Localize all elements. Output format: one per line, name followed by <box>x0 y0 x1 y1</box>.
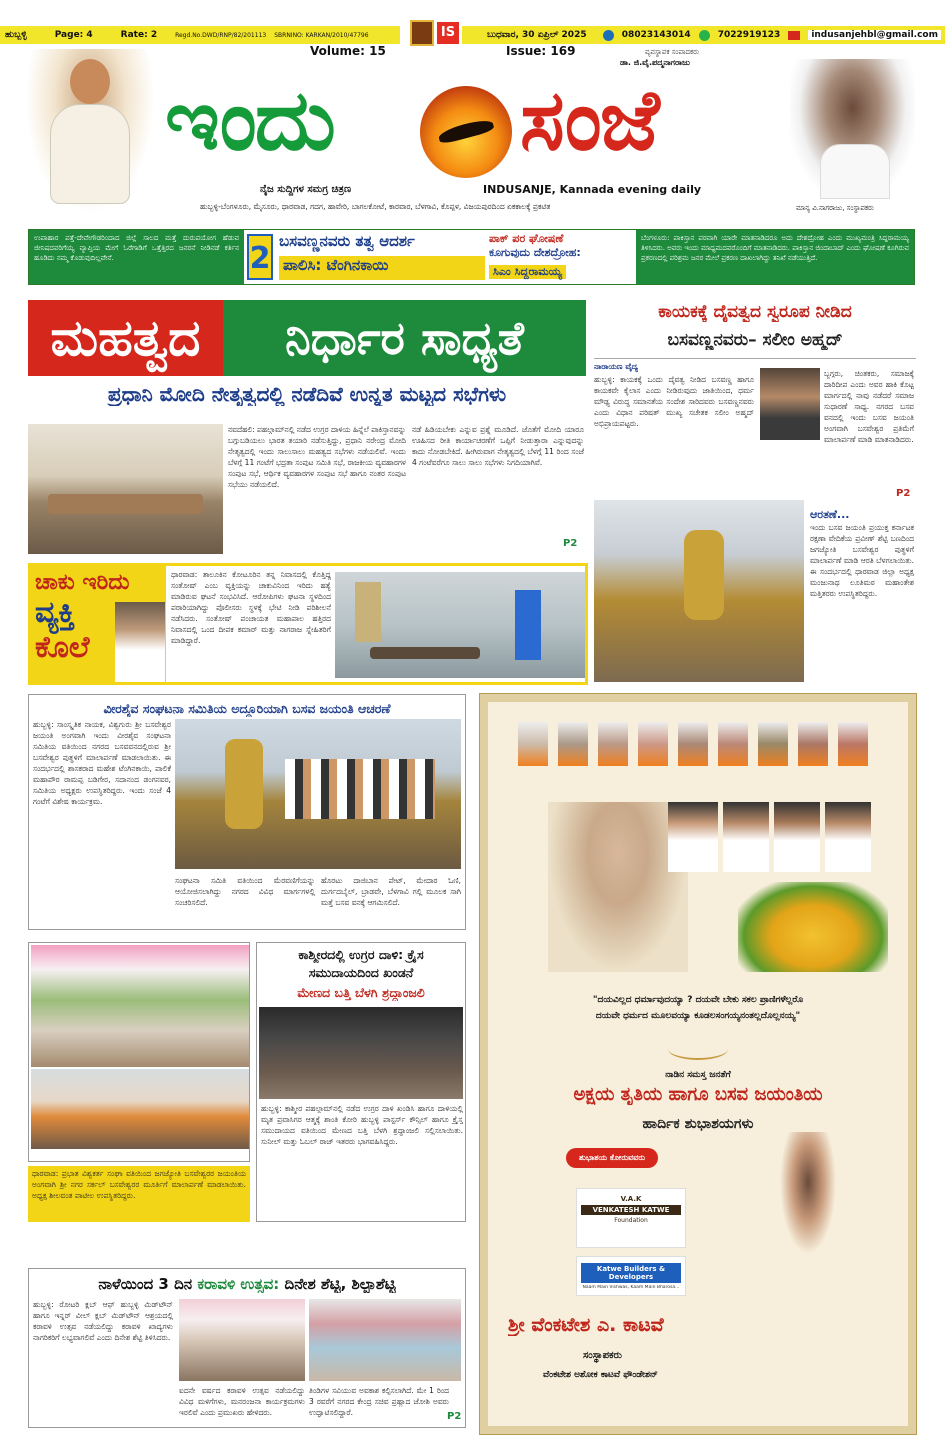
page-number: Page: 4 <box>54 30 93 40</box>
masthead <box>0 44 945 224</box>
logo-vak-label: V.A.K <box>620 1195 642 1203</box>
phone-icon <box>603 30 614 41</box>
page-2-badge: 2 <box>247 234 273 280</box>
edition-label: ಹುಬ್ಬಳ್ಳಿ <box>5 30 27 40</box>
teaser-3-line2: ಕೂಗುವುದು ದೇಶದ್ರೋಹ: <box>489 246 581 259</box>
logo-vak-name: VENKATESH KATWE <box>581 1205 681 1215</box>
collage-photo-bottom <box>31 1069 249 1149</box>
kashmir-headline-3[interactable]: ಮೇಣದ ಬತ್ತಿ ಬೆಳಗಿ ಶ್ರದ್ಧಾಂಜಲಿ <box>297 985 425 1000</box>
phone-number-2[interactable]: 7022919123 <box>717 30 781 40</box>
karavali-photo-1 <box>179 1299 305 1381</box>
vak-foundation-logo <box>576 1188 686 1248</box>
is-badge: IS <box>437 22 459 44</box>
issue-label: Issue: 169 <box>506 44 576 58</box>
kashmir-headline-1[interactable]: ಕಾಶ್ಮೀರದಲ್ಲಿ ಉಗ್ರರ ದಾಳಿ: ಕ್ರೈಸ <box>298 947 424 962</box>
veerashaiva-body-3: ಹೊರಟು ದಾಜಿಬಾನ ಪೇಟ್, ಮೇದಾರ ಓಣಿ, ದುರ್ಗದಬೈಲ್, ಬ್ರಾಡವೇ, ಬೆಳಗಾವಿ ಗಲ್ಲಿ ಮೂಲಕ ಸಾಗಿ ಮತ್ತೆ ಬಸವ ವನಕ್ಕೆ ಆಗಮಿಸಲಿದೆ. <box>321 876 461 907</box>
sunset-logo-icon <box>420 86 512 178</box>
crime-scene-photo <box>335 572 585 678</box>
collage-caption: ಧಾರವಾಡ: ಪ್ರಭಾತ ವಿಶ್ವಕರ್ತ ಸಂಘಾ ವತಿಯಿಂದ ಜಗಜ್ಯೋತಿ ಬಸವೇಶ್ವರರ ಜಯಂತಿಯ ಅಂಗವಾಗಿ ಶ್ರೀ ನಗರ ಸರ್ಕಲ್ ಬಸವೇಶ್ವರರ ಮೂರ್ತಿಗೆ ಮಾಲಾರ್ಪಣೆ ಮಾಡಲಾಯಿತು. ಅಧ್ಯಕ್ಷ ಶೀಲವಂತ ಪಾಟೀಲ ಉಪಸ್ಥಿತರಿದ್ದರು. <box>28 1166 250 1222</box>
politician-strip <box>518 722 878 782</box>
greeting-title: ಅಕ್ಷಯ ತೃತಿಯ ಹಾಗೂ ಬಸವ ಜಯಂತಿಯ <box>573 1084 823 1105</box>
logo-vak-sub: Foundation <box>614 1217 648 1224</box>
divider <box>594 358 916 359</box>
lead-headline-red[interactable]: ಮಹತ್ವದ <box>28 300 223 376</box>
aaratane-heading: ಆರತಣೆ... <box>810 508 850 521</box>
kalash-icon <box>738 882 888 972</box>
karavali-body-1: ಹುಬ್ಬಳ್ಳಿ: ರೋಟರಿ ಕ್ಲಬ್ ಆಫ್ ಹುಬ್ಬಳ್ಳಿ ಮಿಡ್‌ಟೌನ್ ಹಾಗೂ ಇನ್ನರ್ ವೀಲ್ ಕ್ಲಬ್ ಮಿಡ್‌ಟೌನ್ ಆಶ್ರಯದಲ್ಲಿ ಕರಾವಳಿ ಉತ್ಸವ ನಡೆಯಲಿದ್ದು ಕರಾವಳಿ ಖಾದ್ಯಗಳು ನಾಗರಿಕರಿಗೆ ಲಭ್ಯವಾಗಲಿವೆ ಎಂದು ದಿನೇಶ ಶೆಟ್ಟಿ ತಿಳಿಸಿದರು. <box>33 1300 173 1342</box>
veerashaiva-photo <box>175 719 461 869</box>
lead-column-1: ನವದೆಹಲಿ: ಪಹಲ್ಗಾಮ್‌ನಲ್ಲಿ ನಡೆದ ಉಗ್ರರ ದಾಳಿಯ ಹಿನ್ನೆಲೆ ಪಾಕಿಸ್ತಾನವನ್ನು ಬಗ್ಗುಬಡಿಯಲು ಭಾರತ ತಯಾರಿ ನಡೆಸುತ್ತಿದ್ದು, ಪ್ರಧಾನಿ ನರೇಂದ್ರ ಮೋದಿ ನೇತೃತ್ವದಲ್ಲಿ ಇಂದು ಸಾಲುಸಾಲು ಮಹತ್ವದ ಸಭೆಗಳು ನಡೆಯಲಿವೆ. ಇಂದು ಬೆಳಗ್ಗೆ 11 ಗಂಟೆಗೆ ಭದ್ರತಾ ಸಂಪುಟ ಸಮಿತಿ ಸಭೆ, ರಾಜಕೀಯ ವ್ಯವಹಾರಗಳ ಸಂಪುಟ ಸಭೆ, ಆರ್ಥಿಕ ವ್ಯವಹಾರಗಳ ಸಂಪುಟ ಸಭೆ ಹಾಗೂ ನಂತರ ಸಂಪುಟ ಸಭೆಯು ನಡೆಯಲಿದೆ. <box>228 425 406 489</box>
knife-headline-1[interactable]: ಚಾಕು ಇರಿದು <box>35 570 130 595</box>
rate-label: Rate: 2 <box>120 30 158 40</box>
phone-number-1[interactable]: 08023143014 <box>621 30 691 40</box>
kayaka-p2-link[interactable]: P2 <box>896 488 911 499</box>
volume-label: Volume: 15 <box>310 44 386 58</box>
greeting-intro: ನಾಡಿನ ಸಮಸ್ತ ಜನತೆಗೆ <box>665 1070 731 1080</box>
karavali-story <box>28 1268 466 1428</box>
sponsor-name: ಶ್ರೀ ವೆಂಕಟೇಶ ಎ. ಕಾಟವೆ <box>508 1314 664 1336</box>
victim-photo <box>115 602 165 682</box>
veerashaiva-body-1: ಹುಬ್ಬಳ್ಳಿ: ಸಾಂಸ್ಕೃತಿಕ ನಾಯಕ, ವಿಶ್ವಗುರು ಶ್ರೀ ಬಸವೇಶ್ವರ ಜಯಂತಿ ಅಂಗವಾಗಿ ಇಂದು ವೀರಶೈವ ಸಂಘಟನಾ ಸಮಿತಿಯ ವತಿಯಿಂದ ನಗರದ ಬಸವವನದಲ್ಲಿರುವ ಶ್ರೀ ಬಸವೇಶ್ವರ ಪುತ್ಥಳಿಗೆ ಮಾಲಾರ್ಪಣೆ ಮಾಡಲಾಯಿತು. ಈ ಸಂದರ್ಭದಲ್ಲಿ ಶಾಸಕರಾದ ಮಹೇಶ ಟೆಂಗಿನಕಾಯಿ, ಪಾಲಿಕೆ ಮಹಾಪೌರ ರಾಮಪ್ಪ ಬಡಿಗೇರ, ಸದಾನಂದ ಡಂಗನವರ, ಸಮಿತಿಯ ಅಧ್ಯಕ್ಷರು ಉಪಸ್ಥಿತರಿದ್ದರು. ಇಂದು ಸಂಜೆ 4 ಗಂಟೆಗೆ ವಿಶೇಷ ಕಾರ್ಯಕ್ರಮ. <box>33 720 171 806</box>
regd-number: Regd.No.DWD/RNP/82/201113 <box>175 31 267 39</box>
leaders-photos <box>668 802 868 872</box>
top-bar <box>0 0 945 44</box>
teaser-4[interactable]: ಬೆಂಗಳೂರು: ಪಾಕಿಸ್ತಾನ ಪರವಾಗಿ ಯಾರೇ ಮಾತನಾಡಿದರೂ ಅದು ದೇಶದ್ರೋಹ ಎಂದು ಮುಖ್ಯಮಂತ್ರಿ ಸಿದ್ದರಾಮಯ್ಯ ತಿಳಿಸಿದರು. ಅವರು ಇಂದು ಮಾಧ್ಯಮದವರೊಂದಿಗೆ ಮಾತನಾಡಿದರು. ಪಾಕಿಸ್ತಾನ ಜಿಂದಾಬಾದ್ ಎಂದು ಘೋಷಣೆ ಕೂಗಿರುವ ಪ್ರಕರಣದಲ್ಲಿ ಪರಿಶ್ರಮ ಜನರ ಮೇಲೆ ಪ್ರಕರಣ ದಾಖಲಾಗಿದ್ದು ತನಿಖೆ ನಡೆಯುತ್ತಿದೆ. <box>636 230 914 284</box>
teaser-strip <box>28 229 915 285</box>
teaser-1[interactable]: ಉಪಾಹಾರ ಪತ್ತೆ-ದೇವೇಗೌಡರಿಂದಾದ ಜಿಲ್ಲೆ ಸಾಲದ ಮತ್ತೆ ದುರುಪಯೋಗ ಹೆಡುವ ಜೀನಿಷದವರಿಗೆಯ್ಯ ವ್ಯಾಪ್ತಿಯ ಮೇಗೆ ಓರೆಗಾಡಿಗೆ ಒತ್ತೆತ್ತಿರದ ಜನರನೆ ನೀಡಿನಡೆ ಕರ್ತಿನ ಹೂಡಿದು ನಮ್ಮ ಕೊಡುವುದಿಲ್ಲವೇನೆ. <box>29 230 244 284</box>
logo-indu: ಇಂದು <box>165 70 334 169</box>
lead-column-2: ನಡೆ ಹಿಡಿಯಬೇಕು ಎನ್ನುವ ಪ್ರಶ್ನೆ ಮೂಡಿದೆ. ಜೊತೆಗೆ ಮೋದಿ ಯಾರೂ ಊಹಿಸದ ರೀತಿ ಕಾರ್ಯಾಚರಣೆಗೆ ಒಪ್ಪಿಗೆ ನೀಡುತ್ತಾರಾ ಎನ್ನುವುದನ್ನು ಕಾದು ನೋಡಬೇಕಿದೆ. ಹೀಗಿರುವಾಗ ನೇತೃತ್ವದಲ್ಲಿ ಬೆಳಗ್ಗೆ 11 ರಿಂದ ಸಂಜೆ 4 ಗಂಟೆವರೆಗೂ ಸಾಲು ಸಾಲು ಸಭೆಗಳು ನಿಗದಿಯಾಗಿವೆ. <box>412 425 584 467</box>
teaser-2-line1[interactable]: ಬಸವಣ್ಣನವರು ತತ್ವ ಆದರ್ಶ <box>279 232 415 250</box>
kayaka-headline-2[interactable]: ಬಸವಣ್ಣನವರು– ಸಲೀಂ ಅಹ್ಮದ್ <box>667 330 843 350</box>
info-strip-left <box>0 26 400 44</box>
karavali-p2-link[interactable]: P2 <box>447 1411 462 1422</box>
candle-vigil-photo <box>259 1007 463 1099</box>
meeting-photo <box>28 424 223 554</box>
karavali-headline-green: ಕರಾವಳಿ ಉತ್ಸವ: <box>197 1275 280 1293</box>
logo-katwe-name: Katwe Builders & Developers <box>581 1263 681 1283</box>
knife-headline-2[interactable]: ವ್ಯಕ್ತಿ <box>35 595 75 630</box>
katwe-portrait-photo <box>718 1132 898 1412</box>
basavanna-illustration <box>25 49 155 214</box>
vachana-quote-2: ದಯವೇ ಧರ್ಮದ ಮೂಲವಯ್ಯಾ ಕೂಡಲಸಂಗಯ್ಯನಂತಲ್ಲದೊಲ್ಲನಯ್ಯ" <box>595 1011 801 1021</box>
greeting-advertisement[interactable] <box>480 694 916 1434</box>
knife-story-body: ಧಾರವಾಡ: ತಾಲೂಕಿನ ಕೋಟೂರಿನ ತನ್ನ ನಿವಾಸದಲ್ಲಿ ಕೊತ್ತಿದ್ದ ಸಂತೋಷ್ ಎಂಬ ವ್ಯಕ್ತಿಯನ್ನು ಚಾಕುವಿನಿಂದ ಇರಿದು ಹತ್ಯೆ ಮಾಡಿರುವ ಘಟನೆ ಸಂಭವಿಸಿದೆ. ಆರೋಪಿಗಳು ಘಟನಾ ಸ್ಥಳದಿಂದ ಪರಾರಿಯಾಗಿದ್ದು ಪೊಲೀಸರು ಸ್ಥಳಕ್ಕೆ ಭೇಟಿ ನೀಡಿ ಪರಿಶೀಲನೆ ನಡೆಸಿದರು. ಸಂತೋಷ್ ಪಂಚಾಯತ ಮಹಾಪಾಲ ಹತ್ತಿರದ ನಿವಾಸದಲ್ಲಿ ಒಂದ ದೀಪಕ ಕಮಾರ್ ಮತ್ತು ನಾಗರಾಜ ಸ್ನೇಹಿತರಿಗೆ ಮಾಡಿದ್ದಾರೆ. <box>171 570 331 645</box>
info-strip-right <box>462 26 945 44</box>
teaser-2-line2[interactable]: ಪಾಲಿಸಿ: ಟೆಂಗಿನಕಾಯಿ <box>279 256 489 280</box>
mail-icon <box>788 31 800 40</box>
continued-p2-link[interactable]: P2 <box>563 538 578 549</box>
karavali-headline-black: ನಾಳೆಯಿಂದ 3 ದಿನ <box>98 1275 193 1293</box>
greeting-wishes: ಹಾರ್ದಿಕ ಶುಭಾಶಯಗಳು <box>642 1116 754 1132</box>
basava-statue-photo <box>594 500 804 682</box>
collage-photo-top <box>31 945 249 1067</box>
whatsapp-icon <box>699 30 710 41</box>
kayaka-headline-1[interactable]: ಕಾಯಕಕ್ಕೆ ದೈವತ್ವದ ಸ್ವರೂಪ ನೀಡಿದ <box>658 302 852 322</box>
logo-sanje: ಸಂಜೆ <box>520 70 658 169</box>
founder-photo <box>790 59 915 199</box>
sponsor-organization: ವೆಂಕಟೇಶ ಅಶೋಕ ಕಾಟವೆ ಫೌಂಡೇಶನ್ <box>543 1370 658 1380</box>
kayaka-story <box>594 300 916 684</box>
teaser-3-line1: ಪಾಕ್ ಪರ ಘೋಷಣೆ <box>489 232 564 245</box>
karavali-photo-2 <box>309 1299 461 1381</box>
aaratane-body: ಇಂದು ಬಸವ ಜಯಂತಿ ಪ್ರಯುಕ್ತ ಕರ್ನಾಟಕ ರಕ್ಷಣಾ ವೇದಿಕೆಯ ಪ್ರವೀಣ್ ಶೆಟ್ಟಿ ಬಣದಿಂದ ಜಗಜ್ಯೋತಿ ಬಸವೇಶ್ವರ ಪುತ್ಥಳಿಗೆ ಮಾಲಾರ್ಪಣೆ ಮಾಡಿ ಆರತಿ ಬೆಳಗಲಾಯಿತು. ಈ ಸಂದರ್ಭದಲ್ಲಿ ಧಾರವಾಡ ಜಿಲ್ಲಾ ಅಧ್ಯಕ್ಷ ಮಂಜುನಾಥ ಲೂತಿಮಠ ಮಹಾಂತೇಶ ಮತ್ತಿತರರು ಉಪಸ್ಥಿತರಿದ್ದರು. <box>810 523 914 598</box>
editor-name: ಡಾ. ಜಿ.ವೈ.ಪದ್ಮನಾಗರಾಜು <box>620 58 690 67</box>
edition-cities: ಹುಬ್ಬಳ್ಳಿ-ಬೆಂಗಳೂರು, ಮೈಸೂರು, ಧಾರವಾಡ, ಗದಗ, ಹಾವೇರಿ, ಬಾಗಲಕೋಟೆ, ಕಾರವಾರ, ಬೆಳಗಾವಿ, ಕೊಪ್ಪಳ, ವಿಜಯಪುರದಿಂದ ಏಕಕಾಲಕ್ಕೆ ಪ್ರಕಟಿತ <box>200 202 551 211</box>
karavali-body-2: ಐದನೇ ವರ್ಷದ ಕರಾವಳಿ ಉತ್ಸವ ನಡೆಯಲಿದ್ದು ವಿವಿಧ ಮಳಿಗೆಗಳು, ಮನರಂಜನಾ ಕಾರ್ಯಕ್ರಮಗಳು ಇರಲಿವೆ ಎಂದು ಪ್ರಮುಖರು ಹೇಳಿದರು. <box>179 1386 305 1417</box>
katwe-builders-logo <box>576 1256 686 1296</box>
kashmir-body: ಹುಬ್ಬಳ್ಳಿ: ಕಾಶ್ಮೀರ ಪಹಲ್ಗಾಮ್‌ನಲ್ಲಿ ನಡೆದ ಉಗ್ರರ ದಾಳಿ ಖಂಡಿಸಿ ಹಾಗೂ ದಾಳಿಯಲ್ಲಿ ಮೃತ ಪ್ರವಾಸಿಗರ ಆತ್ಮಕ್ಕೆ ಶಾಂತಿ ಕೋರಿ ಹುಬ್ಬಳ್ಳಿ ಪಾಸ್ಟರ್ಸ್ ಕೌನ್ಸಿಲ್ ಹಾಗೂ ಕ್ರೈಸ್ತ ಸಮುದಾಯದ ವತಿಯಿಂದ ಮೇಣದ ಬತ್ತಿ ಬೆಳಗಿ ಶ್ರದ್ಧಾಂಜಲಿ ಸಲ್ಲಿಸಲಾಯಿತು. ಸುನೀಲ್ ಮತ್ತು ಓಬಲ್ ರಾಜ್ ಇತರರು ಭಾಗವಹಿಸಿದ್ದರು. <box>261 1104 463 1146</box>
veerashaiva-headline[interactable]: ವೀರಶೈವ ಸಂಘಟನಾ ಸಮಿತಿಯ ಅದ್ದೂರಿಯಾಗಿ ಬಸವ ಜಯಂತಿ ಆಚರಣೆ <box>103 701 391 716</box>
tagline: ನೈಜ ಸುದ್ದಿಗಳ ಸಮಗ್ರ ಚಿತ್ರಣ <box>260 184 352 195</box>
logo-katwe-tagline: Naam Main Vishwas, Kaam Main Bharosa... <box>582 1285 680 1290</box>
knife-story <box>28 563 588 685</box>
lead-headline-green[interactable]: ನಿರ್ಧಾರ ಸಾಧ್ಯತೆ <box>223 300 586 376</box>
kashmir-headline-2[interactable]: ಸಮುದಾಯದಿಂದ ಖಂಡನೆ <box>308 965 414 980</box>
saleem-ahmed-photo <box>760 368 820 440</box>
veerashaiva-body-2: ಸಂಘಟನಾ ಸಮಿತಿ ವತಿಯಿಂದ ಮೆರವಣಿಗೆಯನ್ನು ಆಯೋಜಿಸಲಾಗಿದ್ದು ನಗರದ ವಿವಿಧ ಮಾರ್ಗಗಳಲ್ಲಿ ಸಂಚರಿಸಲಿದೆ. <box>175 876 315 907</box>
email-address[interactable]: indusanjehbl@gmail.com <box>808 30 941 40</box>
basavanna-statue-illustration <box>548 802 688 972</box>
veerashaiva-story <box>28 694 466 930</box>
kayaka-byline: ನಾರಾಯಣ ವೈದ್ಯ <box>594 362 638 371</box>
teaser-3-line3: ಸಿಎಂ ಸಿದ್ದರಾಮಯ್ಯ <box>489 265 566 279</box>
rni-number: SBRNINO: KARKAN/2010/47796 <box>274 31 369 39</box>
ornament-icon <box>668 1038 728 1060</box>
photo-collage <box>28 942 250 1162</box>
kayaka-column-1: ಹುಬ್ಬಳ್ಳಿ: ಕಾಯಕಕ್ಕೆ ಒಂದು ದೈವತ್ವ ನೀಡಿದ ಬಸವಣ್ಣ ಹಾಗೂ ಕಾಯಕವೇ ಕೈಲಾಸ ಎಂದು ನೀಡಿರುವುದು ಜಾತಿಯಿಂದ, ಧರ್ಮ ಮೌಢ್ಯ ವಿರುದ್ಧ ಸಮಾನತೆಯ ಸಂದೇಶ ಸಾರಿದವರು ಬಸವಣ್ಣನವರು ಎಂದು ವಿಧಾನ ಪರಿಷತ್ ಮುಖ್ಯ ಸಚೇತಕ ಸಲೀಂ ಅಹ್ಮದ್ ಅಭಿಪ್ರಾಯಪಟ್ಟರು. <box>594 375 754 428</box>
sponsor-role: ಸಂಸ್ಥಾಪಕರು <box>583 1350 622 1361</box>
wishers-badge: ಶುಭಾಶಯ ಕೋರುವವರು <box>566 1148 658 1168</box>
karavali-headline-black-2: ದಿನೇಶ ಶೆಟ್ಟಿ, ಶಿಲ್ಪಾಶೆಟ್ಟಿ <box>284 1275 396 1293</box>
deity-icon <box>410 20 434 46</box>
knife-headline-3[interactable]: ಕೊಲೆ <box>35 630 90 665</box>
date-label: ಬುಧವಾರ, 30 ಏಪ್ರಿಲ್ 2025 <box>487 30 587 40</box>
teaser-3[interactable] <box>485 230 635 284</box>
kayaka-column-2: ಬ್ಬಗ್ಗರು, ಚಿಂತಕರು, ಸಮಾಜಕ್ಕೆ ದಾರಿದೀಪ ಎಂದು ಅವರ ಹಾಕಿ ಕೊಟ್ಟ ಮಾರ್ಗದಲ್ಲಿ ನಾವು ನಡೆದರೆ ಸಮಾಜ ಸುಧಾರಣೆ ಸಾಧ್ಯ. ನಗರದ ಬಸವ ವನದಲ್ಲಿ ಇಂದು ಬಸವ ಜಯಂತಿ ಅಂಗವಾಗಿ ಬಸವೇಶ್ವರ ಪ್ರತಿಮೆಗೆ ಮಾಲಾರ್ಪಣೆ ಮಾಡಿ ಮಾತನಾಡಿದರು. <box>824 369 914 444</box>
kashmir-story <box>256 942 466 1222</box>
karavali-headline[interactable] <box>29 1275 465 1293</box>
tagline-english: INDUSANJE, Kannada evening daily <box>483 183 702 196</box>
founder-caption: ಮಾನ್ಯ ವಿ.ನಾಗರಾಜು, ಸಂಸ್ಥಾಪಕರು <box>796 204 874 212</box>
lead-subheadline[interactable]: ಪ್ರಧಾನಿ ಮೋದಿ ನೇತೃತ್ವದಲ್ಲಿ ನಡೆದಿವೆ ಉನ್ನತ ಮಟ್ಟದ ಸಭೆಗಳು <box>107 382 507 406</box>
editor-role: ವ್ಯವಸ್ಥಾಪಕ ಸಂಪಾದಕರು <box>645 48 700 56</box>
karavali-body-3: ತಿಂಡಿಗಳ ಸವಿಯುವ ಅವಕಾಶ ಕಲ್ಪಿಸಲಾಗಿದೆ. ಮೇ 1 ರಿಂದ 3 ರವರೆಗೆ ನಗರದ ಕೇಂದ್ರ ಸಚಿವ ಪ್ರಹ್ಲಾದ ಜೋಶಿ ಅವರು ಉದ್ಘಾಟಿಸಲಿದ್ದಾರೆ. <box>309 1386 449 1417</box>
lead-story <box>28 300 588 560</box>
vachana-quote-1: "ದಯವಿಲ್ಲದ ಧರ್ಮಾವುದಯ್ಯಾ ? ದಯವೇ ಬೇಕು ಸಕಲ ಪ್ರಾಣಿಗಳೆಲ್ಲರೊ <box>592 995 804 1005</box>
